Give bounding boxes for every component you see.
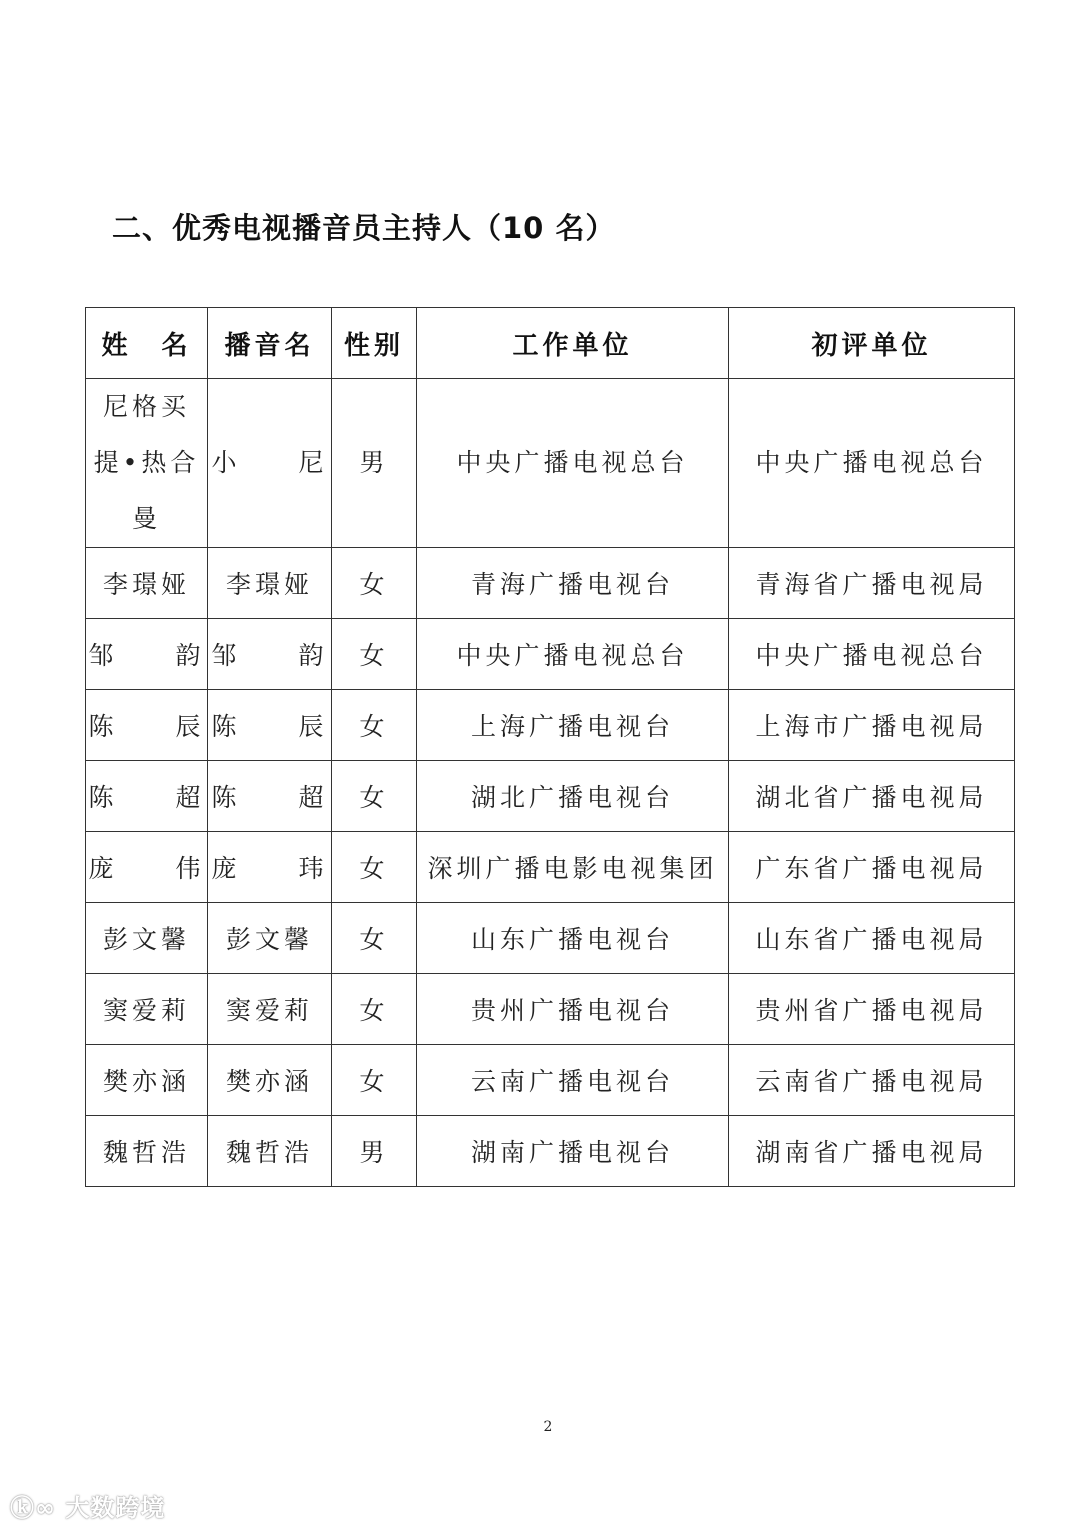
cell-review-unit: 湖南省广播电视局 [729,1116,1015,1187]
cell-name: 陈 辰 [86,690,208,761]
cell-gender: 女 [332,832,417,903]
cell-review-unit: 湖北省广播电视局 [729,761,1015,832]
cell-gender: 女 [332,548,417,619]
cell-name: 庞 伟 [86,832,208,903]
cell-broadcast-name: 庞 玮 [208,832,332,903]
table-row [86,548,1015,619]
table-header-row [86,308,1015,379]
cell-broadcast-name: 陈 超 [208,761,332,832]
cell-review-unit: 上海市广播电视局 [729,690,1015,761]
cell-work-unit: 青海广播电视台 [417,548,729,619]
cell-name: 彭文馨 [86,903,208,974]
cell-gender: 女 [332,690,417,761]
cell-review-unit: 云南省广播电视局 [729,1045,1015,1116]
cell-review-unit: 中央广播电视总台 [729,619,1015,690]
cell-broadcast-name: 樊亦涵 [208,1045,332,1116]
cell-broadcast-name: 窦爱莉 [208,974,332,1045]
header-name: 姓 名 [86,308,208,379]
table-row [86,903,1015,974]
cell-gender: 女 [332,619,417,690]
cell-name: 邹 韵 [86,619,208,690]
cell-name: 尼格买 提•热合 曼 [86,379,208,548]
cell-gender: 男 [332,1116,417,1187]
table-row [86,832,1015,903]
cell-gender: 男 [332,379,417,548]
cell-broadcast-name: 彭文馨 [208,903,332,974]
cell-broadcast-name: 陈 辰 [208,690,332,761]
cell-broadcast-name: 邹 韵 [208,619,332,690]
cell-work-unit: 山东广播电视台 [417,903,729,974]
section-title: 二、优秀电视播音员主持人（10 名） [112,211,616,245]
cell-broadcast-name: 小 尼 [208,379,332,548]
cell-work-unit: 上海广播电视台 [417,690,729,761]
cell-review-unit: 广东省广播电视局 [729,832,1015,903]
table-row [86,761,1015,832]
table-row [86,690,1015,761]
cell-broadcast-name: 李璟娅 [208,548,332,619]
cell-broadcast-name: 魏哲浩 [208,1116,332,1187]
page-number: 2 [543,1419,553,1435]
cell-gender: 女 [332,974,417,1045]
cell-name: 李璟娅 [86,548,208,619]
cell-name: 樊亦涵 [86,1045,208,1116]
header-gender: 性别 [332,308,417,379]
cell-work-unit: 云南广播电视台 [417,1045,729,1116]
award-table [85,307,1015,1187]
cell-gender: 女 [332,761,417,832]
cell-name: 魏哲浩 [86,1116,208,1187]
cell-review-unit: 山东省广播电视局 [729,903,1015,974]
cell-name: 窦爱莉 [86,974,208,1045]
cell-work-unit: 中央广播电视总台 [417,379,729,548]
watermark-logo: ⓚ∞ 大数跨境 [10,1494,166,1522]
cell-work-unit: 湖南广播电视台 [417,1116,729,1187]
table-row [86,974,1015,1045]
table-row [86,619,1015,690]
header-review-unit: 初评单位 [729,308,1015,379]
cell-review-unit: 青海省广播电视局 [729,548,1015,619]
cell-gender: 女 [332,1045,417,1116]
cell-review-unit: 贵州省广播电视局 [729,974,1015,1045]
table-row [86,379,1015,548]
table-row [86,1116,1015,1187]
cell-review-unit: 中央广播电视总台 [729,379,1015,548]
header-work-unit: 工作单位 [417,308,729,379]
cell-work-unit: 贵州广播电视台 [417,974,729,1045]
table-row [86,1045,1015,1116]
cell-work-unit: 湖北广播电视台 [417,761,729,832]
header-broadcast-name: 播音名 [208,308,332,379]
cell-name: 陈 超 [86,761,208,832]
cell-work-unit: 中央广播电视总台 [417,619,729,690]
cell-work-unit: 深圳广播电影电视集团 [417,832,729,903]
cell-gender: 女 [332,903,417,974]
